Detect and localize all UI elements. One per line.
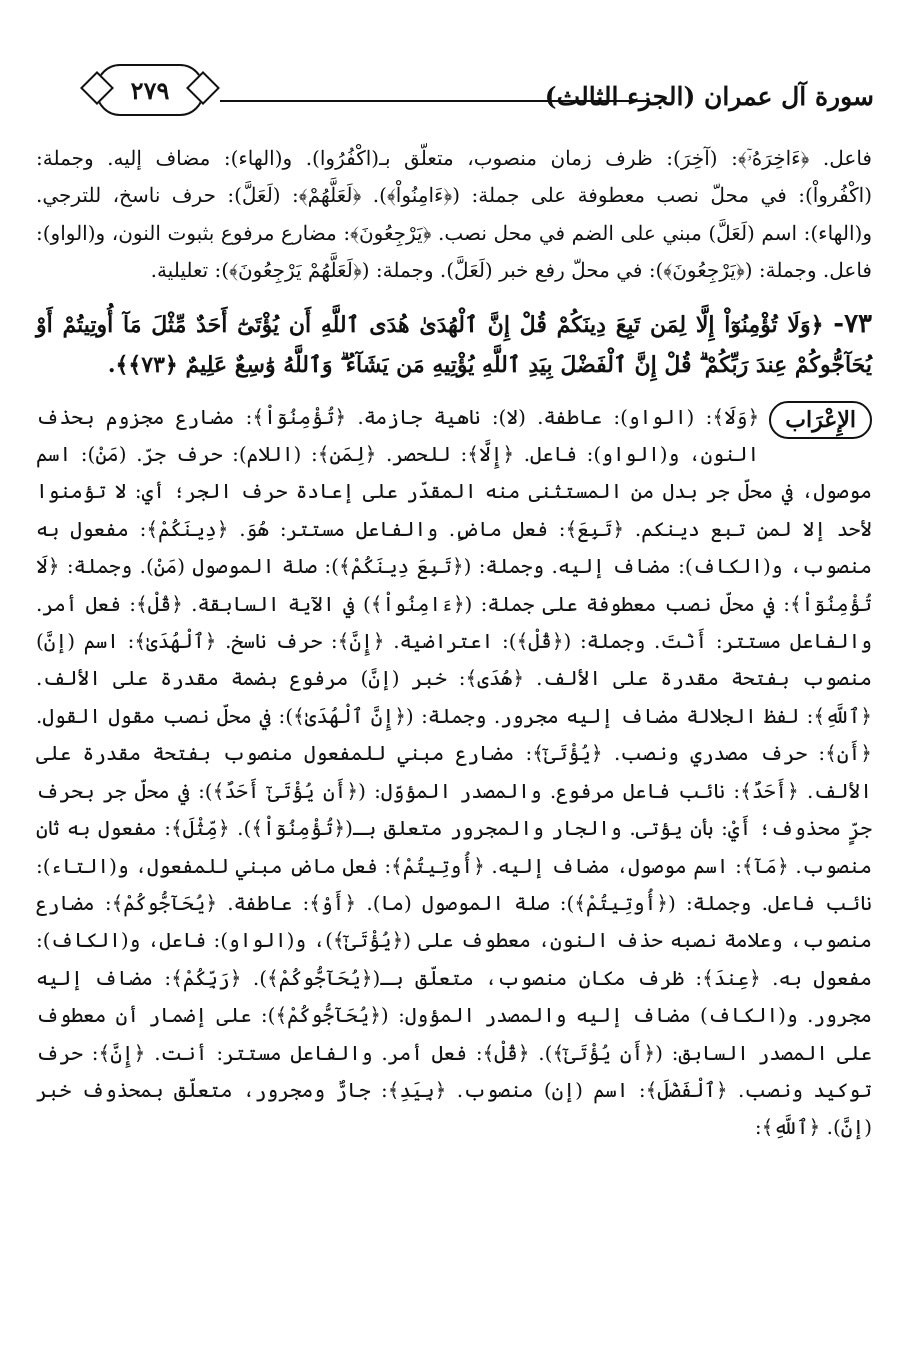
verse-number: ٧٣- — [833, 308, 872, 339]
verse-block — [36, 304, 872, 385]
page-number-frame — [96, 64, 204, 116]
irab-text: ﴿وَلَا﴾: (الواو): عاطفة. (لا): ناهية جازمة. ﴿تُؤْمِنُوٓاْ﴾: مضارع مجزوم بحذف النون، و(الواو): فاعل. ﴿إِلَّا﴾: للحصر. ﴿لِمَن﴾: (اللام): حرف جرّ. (مَنْ): اسم موصول، في محلّ جر بدل من المستثنى منه المقدّر على إعادة حرف الجر؛ أي: لا تؤمنوا لأحد إلا لمن تبع دينكم. ﴿تَبِعَ﴾: فعل ماضٍ. والفاعل مستتر: هُوَ. ﴿دِينَكُمْ﴾: مفعول به منصوب، و(الكاف): مضاف إليه. وجملة: (﴿تَبِعَ دِينَكُمْ﴾): صلة الموصول (مَنْ). وجملة: ﴿لَا تُؤْمِنُوٓاْ﴾: في محلّ نصب معطوفة على جملة: (﴿ءَامِنُواْ﴾) في الآية السابقة. ﴿قُلْ﴾: فعل أمر. والفاعل مستتر: أَنْتَ. وجملة: (﴿قُلْ﴾): اعتراضية. ﴿إِنَّ﴾: حرف ناسخ. ﴿ٱلْهُدَىٰ﴾: اسم (إنَّ) منصوب بفتحة مقدرة على الألف. ﴿هُدَى﴾: خبر (إنَّ) مرفوع بضمة مقدرة على الألف. ﴿ٱللَّهِ﴾: لفظ الجلالة مضاف إليه مجرور. وجملة: (﴿إِنَّ ٱلْهُدَىٰ﴾): في محلّ نصب مقول القول. ﴿أَن﴾: حرف مصدري ونصب. ﴿يُؤْتَىٰٓ﴾: مضارع مبني للمفعول منصوب بفتحة مقدرة على الألف. ﴿أَحَدٌ﴾: نائب فاعل مرفوع. والمصدر المؤوّل: (﴿أَن يُؤْتَىٰٓ أَحَدٌ﴾): في محلّ جر بحرف جرٍّ محذوف؛ أَيْ: بأن يؤتى. والجار والمجرور متعلق بـ(﴿تُؤْمِنُوٓاْ﴾). ﴿مِّثْلَ﴾: مفعول به ثان منصوب. ﴿مَآ﴾: اسم موصول، مضاف إليه. ﴿أُوتِيتُمْ﴾: فعل ماض مبني للمفعول، و(التاء): نائب فاعل. وجملة: (﴿أُوتِيتُمْ﴾): صلة الموصول (ما). ﴿أَوْ﴾: عاطفة. ﴿يُحَآجُّوكُمْ﴾: مضارع منصوب، وعلامة نصبه حذف النون، معطوف على (﴿يُؤْتَىٰٓ﴾)، و(الواو): فاعل، و(الكاف): مفعول به. ﴿عِندَ﴾: ظرف مكان منصوب، متعلّق بـ(﴿يُحَآجُّوكُمْ﴾). ﴿رَبِّكُمْ﴾: مضاف إليه مجرور. و(الكاف) مضاف إليه والمصدر المؤول: (﴿يُحَآجُّوكُمْ﴾): على إضمار أن معطوف على المصدر السابق: (﴿أَن يُؤْتَىٰٓ﴾). ﴿قُلْ﴾: فعل أمر. والفاعل مستتر: أنت. ﴿إِنَّ﴾: حرف توكيد ونصب. ﴿ٱلْفَضْلَ﴾: اسم (إن) منصوب. ﴿بِيَدِ﴾: جارٌّ ومجرور، متعلّق بمحذوف خبر (إنَّ). ﴿ٱللَّهِ﴾: — [36, 404, 872, 1140]
page-number: ٢٧٩ — [130, 75, 170, 105]
paragraph-before-verse: فاعل. ﴿ءَاخِرَهُۥٓ﴾: (آخِرَ): ظرف زمان منصوب، متعلّق بـ(اكْفُرُوا). و(الهاء): مضاف إليه. وجملة: (اكْفُرواْ): في محلّ نصب معطوفة على جملة: (﴿ءَامِنُواْ﴾). ﴿لَعَلَّهُمْ﴾: (لَعَلَّ): حرف ناسخ، للترجي. و(الهاء): اسم (لَعَلَّ) مبني على الضم في محل نصب. ﴿يَرْجِعُونَ﴾: مضارع مرفوع بثبوت النون، و(الواو): فاعل. وجملة: (﴿يَرْجِعُونَ﴾): في محلّ رفع خبر (لَعَلَّ). وجملة: (﴿لَعَلَّهُمْ يَرْجِعُونَ﴾): تعليلية. — [36, 146, 872, 283]
irab-badge: الإِعْرَاب — [769, 401, 872, 439]
running-title: سورة آل عمران (الجزء الثالث) — [544, 82, 874, 111]
page-content — [36, 140, 872, 1147]
header-rule — [220, 100, 648, 102]
irab-paragraph — [36, 399, 872, 1147]
page-header — [96, 58, 874, 128]
verse-text: ﴿وَلَا تُؤْمِنُوٓاْ إِلَّا لِمَن تَبِعَ دِينَكُمْ قُلْ إِنَّ ٱلْهُدَىٰ هُدَى ٱللَّهِ أَن يُؤْتَىٰٓ أَحَدٌ مِّثْلَ مَآ أُوتِيتُمْ أَوْ يُحَآجُّوكُمْ عِندَ رَبِّكُمْ ۗ قُلْ إِنَّ ٱلْفَضْلَ بِيَدِ ٱللَّهِ يُؤْتِيهِ مَن يَشَآءُ ۗ وَٱللَّهُ وَٰسِعٌ عَلِيمٌ ﴿٧٣﴾﴾. — [36, 311, 872, 378]
